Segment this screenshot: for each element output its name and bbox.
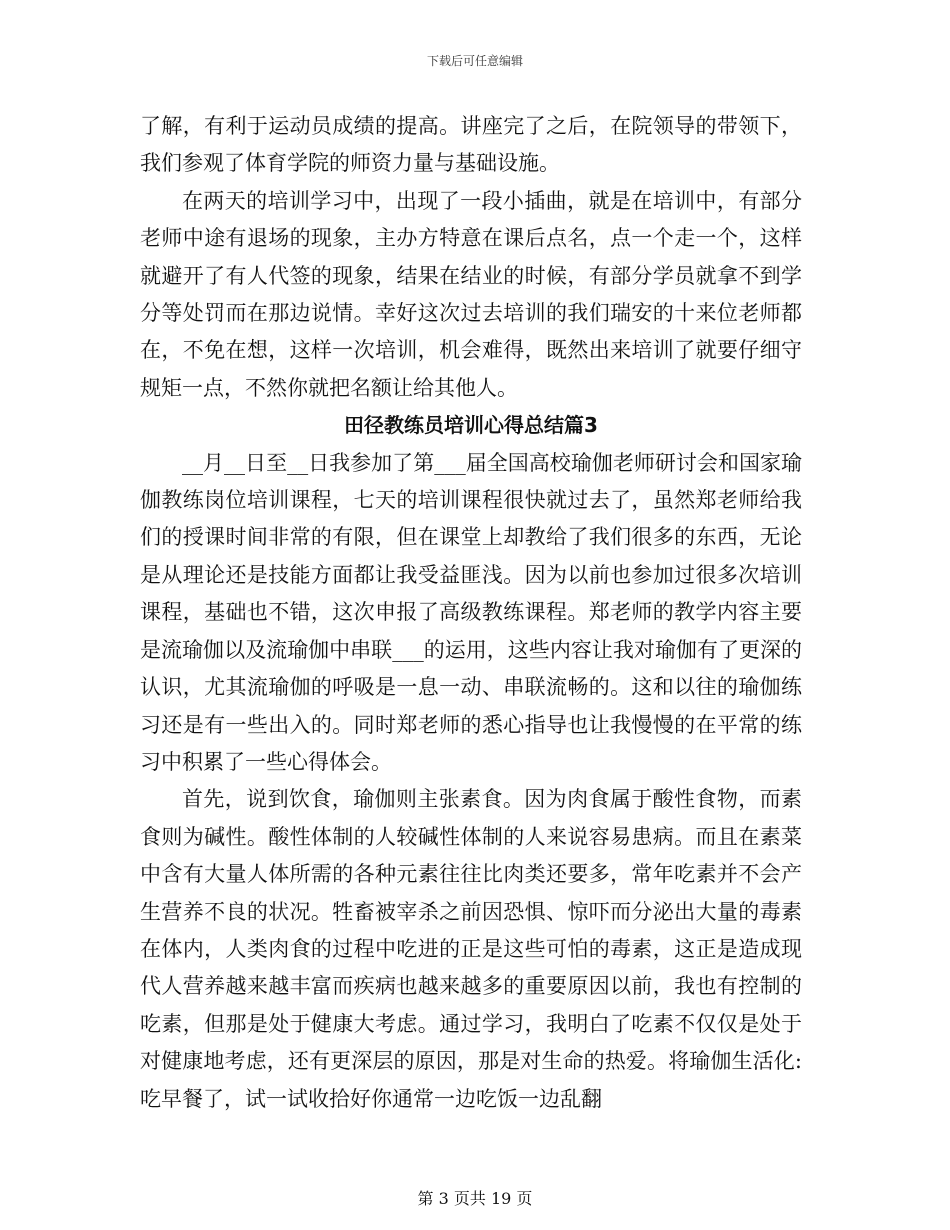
paragraph-2: 在两天的培训学习中，出现了一段小插曲，就是在培训中，有部分老师中途有退场的现象，主办方特意在课后点名，点一个走一个，这样就避开了有人代签的现象，结果在结业的时候，有部分学员就拿不到学分等处罚而在那边说情。幸好这次过去培训的我们瑞安的十来位老师都在，不免在想，这样一次培训，机会难得，既然出来培训了就要仔细守规矩一点，不然你就把名额让给其他人。 — [140, 188, 802, 400]
paragraph-4: 首先，说到饮食，瑜伽则主张素食。因为肉食属于酸性食物，而素食则为碱性。酸性体制的人较碱性体制的人来说容易患病。而且在素菜中含有大量人体所需的各种元素往往比肉类还要多，常年吃素并不会产生营养不良的状况。牲畜被宰杀之前因恐惧、惊吓而分泌出大量的毒素在体内，人类肉食的过程中吃进的正是这些可怕的毒素，这正是造成现代人营养越来越丰富而疾病也越来越多的重要原因以前，我也有控制的吃素，但那是处于健康大考虑。通过学习，我明白了吃素不仅仅是处于对健康地考虑，还有更深层的原因，那是对生命的热爱。将瑜伽生活化:吃早餐了，试一试收拾好你通常一边吃饭一边乱翻 — [140, 787, 802, 1111]
document-body — [140, 108, 802, 1118]
page-number: 第 3 页共 19 页 — [417, 1189, 533, 1208]
paragraph-1: 了解，有利于运动员成绩的提高。讲座完了之后，在院领导的带领下，我们参观了体育学院的师资力量与基础设施。 — [140, 114, 802, 176]
section-heading: 田径教练员培训心得总结篇3 — [344, 413, 598, 438]
page-header: 下载后可任意编辑 — [426, 54, 523, 68]
paragraph-3: __月__日至__日我参加了第___届全国高校瑜伽老师研讨会和国家瑜伽教练岗位培训课程，七天的培训课程很快就过去了，虽然郑老师给我们的授课时间非常的有限，但在课堂上却教给了我们很多的东西，无论是从理论还是技能方面都让我受益匪浅。因为以前也参加过很多次培训课程，基础也不错，这次申报了高级教练课程。郑老师的教学内容主要是流瑜伽以及流瑜伽中串联___的运用，这些内容让我对瑜伽有了更深的认识，尤其流瑜伽的呼吸是一息一动、串联流畅的。这和以往的瑜伽练习还是有一些出入的。同时郑老师的悉心指导也让我慢慢的在平常的练习中积累了一些心得体会。 — [140, 450, 802, 774]
